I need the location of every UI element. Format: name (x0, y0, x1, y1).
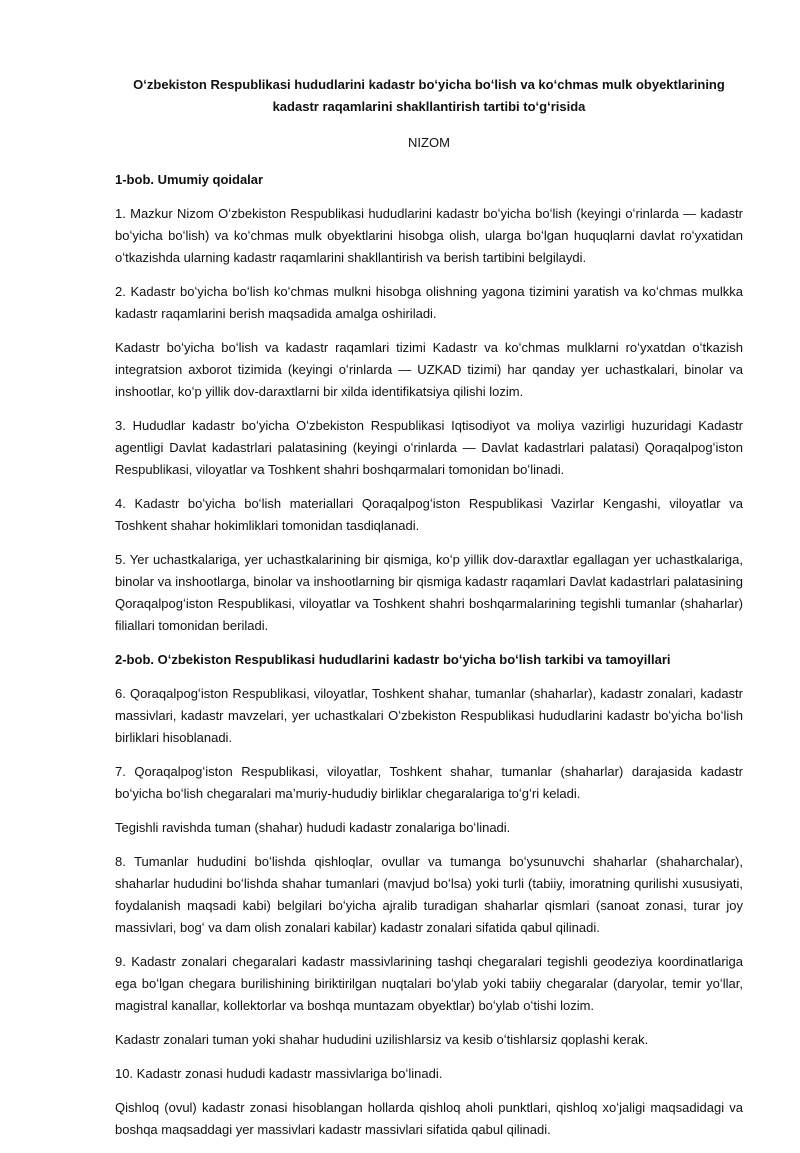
paragraph-9-continuation: Kadastr zonalari tuman yoki shahar hududini uzilishlarsiz va kesib oʻtishlarsiz qoplashi kerak. (115, 1032, 649, 1047)
paragraph-2: 2. Kadastr boʻyicha boʻlish koʻchmas mulkni hisobga olishning yagona tizimini yaratish va koʻchmas mulkka kadastr raqamlarini berish maqsadida amalga oshiriladi. (115, 284, 743, 321)
chapter-2 (115, 649, 743, 1141)
paragraph-10: 10. Kadastr zonasi hududi kadastr massivlariga boʻlinadi. (115, 1066, 443, 1081)
document-title: Oʻzbekiston Respublikasi hududlarini kadastr boʻyicha boʻlish va koʻchmas mulk obyektlarining kadastr raqamlarini shakllantirish tartibi toʻgʻrisida (133, 77, 725, 114)
chapter-heading: 1-bob. Umumiy qoidalar (115, 172, 264, 187)
paragraph-1: 1. Mazkur Nizom Oʻzbekiston Respublikasi hududlarini kadastr boʻyicha boʻlish (keyingi oʻrinlarda — kadastr boʻyicha boʻlish) va koʻchmas mulk obyektlarini hisobga olish, ularga boʻlgan huquqlarni davlat roʻyxatidan oʻtkazishda ularning kadastr raqamlarini shakllantirish va berish tartibini belgilaydi. (115, 206, 743, 265)
paragraph-7: 7. Qoraqalpogʻiston Respublikasi, viloyatlar, Toshkent shahar, tumanlar (shaharlar) darajasida kadastr boʻyicha boʻlish chegaralari maʼmuriy-hududiy birliklar chegaralariga toʻgʻri keladi. (115, 764, 743, 801)
document-subtitle: NIZOM (408, 135, 450, 150)
paragraph-7-continuation: Tegishli ravishda tuman (shahar) hududi kadastr zonalariga boʻlinadi. (115, 820, 511, 835)
paragraph-8: 8. Tumanlar hududini boʻlishda qishloqlar, ovullar va tumanga boʻysunuvchi shaharlar (shaharchalar), shaharlar hududini boʻlishda shahar tumanlari (mavjud boʻlsa) yoki turli (tabiiy, imoratning qurilishi xususiyati, foydalanish maqsadi kabi) belgilari boʻyicha ajralib turadigan shaharlar qismlari (sanoat zonasi, turar joy massivlari, bogʻ va dam olish zonalari kabilar) kadastr zonalari sifatida qabul qilinadi. (115, 854, 743, 935)
chapter-1 (115, 169, 743, 637)
document-page (115, 74, 743, 1153)
paragraph-5: 5. Yer uchastkalariga, yer uchastkalarining bir qismiga, koʻp yillik dov-daraxtlar egallagan yer uchastkalariga, binolar va inshootlarga, binolar va inshootlarning bir qismiga kadastr raqamlari Davlat kadastrlari palatasining Qoraqalpogʻiston Respublikasi, viloyatlar va Toshkent shahri boshqarmalarining tegishli tumanlar (shaharlar) filiallari tomonidan beriladi. (115, 552, 743, 633)
paragraph-4: 4. Kadastr boʻyicha boʻlish materiallari Qoraqalpogʻiston Respublikasi Vazirlar Kengashi, viloyatlar va Toshkent shahar hokimliklari tomonidan tasdiqlanadi. (115, 496, 743, 533)
paragraph-2-continuation: Kadastr boʻyicha boʻlish va kadastr raqamlari tizimi Kadastr va koʻchmas mulklarni roʻyxatdan oʻtkazish integratsion axborot tizimida (keyingi oʻrinlarda — UZKAD tizimi) har qanday yer uchastkalari, binolar va inshootlar, koʻp yillik dov-daraxtlarni bir xilda identifikatsiya qilishi lozim. (115, 340, 743, 399)
paragraph-9: 9. Kadastr zonalari chegaralari kadastr massivlarining tashqi chegaralari tegishli geodeziya koordinatlariga ega boʻlgan chegara burilishining biriktirilgan nuqtalari boʻylab yoki tabiiy chegaralar (daryolar, temir yoʻllar, magistral kanallar, kollektorlar va boshqa muntazam obyektlar) boʻylab oʻtishi lozim. (115, 954, 743, 1013)
paragraph-6: 6. Qoraqalpogʻiston Respublikasi, viloyatlar, Toshkent shahar, tumanlar (shaharlar), kadastr zonalari, kadastr massivlari, kadastr mavzelari, yer uchastkalari Oʻzbekiston Respublikasi hududlarini kadastr boʻyicha boʻlish birliklari hisoblanadi. (115, 686, 743, 745)
chapter-heading: 2-bob. Oʻzbekiston Respublikasi hududlarini kadastr boʻyicha boʻlish tarkibi va tamoyillari (115, 652, 671, 667)
paragraph-10-continuation: Qishloq (ovul) kadastr zonasi hisoblangan hollarda qishloq aholi punktlari, qishloq xoʻjaligi maqsadidagi va boshqa maqsaddagi yer massivlari kadastr massivlari sifatida qabul qilinadi. (115, 1100, 743, 1137)
paragraph-3: 3. Hududlar kadastr boʻyicha Oʻzbekiston Respublikasi Iqtisodiyot va moliya vazirligi huzuridagi Kadastr agentligi Davlat kadastrlari palatasining (keyingi oʻrinlarda — Davlat kadastrlari palatasi) Qoraqalpogʻiston Respublikasi, viloyatlar va Toshkent shahri boshqarmalari tomonidan boʻlinadi. (115, 418, 743, 477)
